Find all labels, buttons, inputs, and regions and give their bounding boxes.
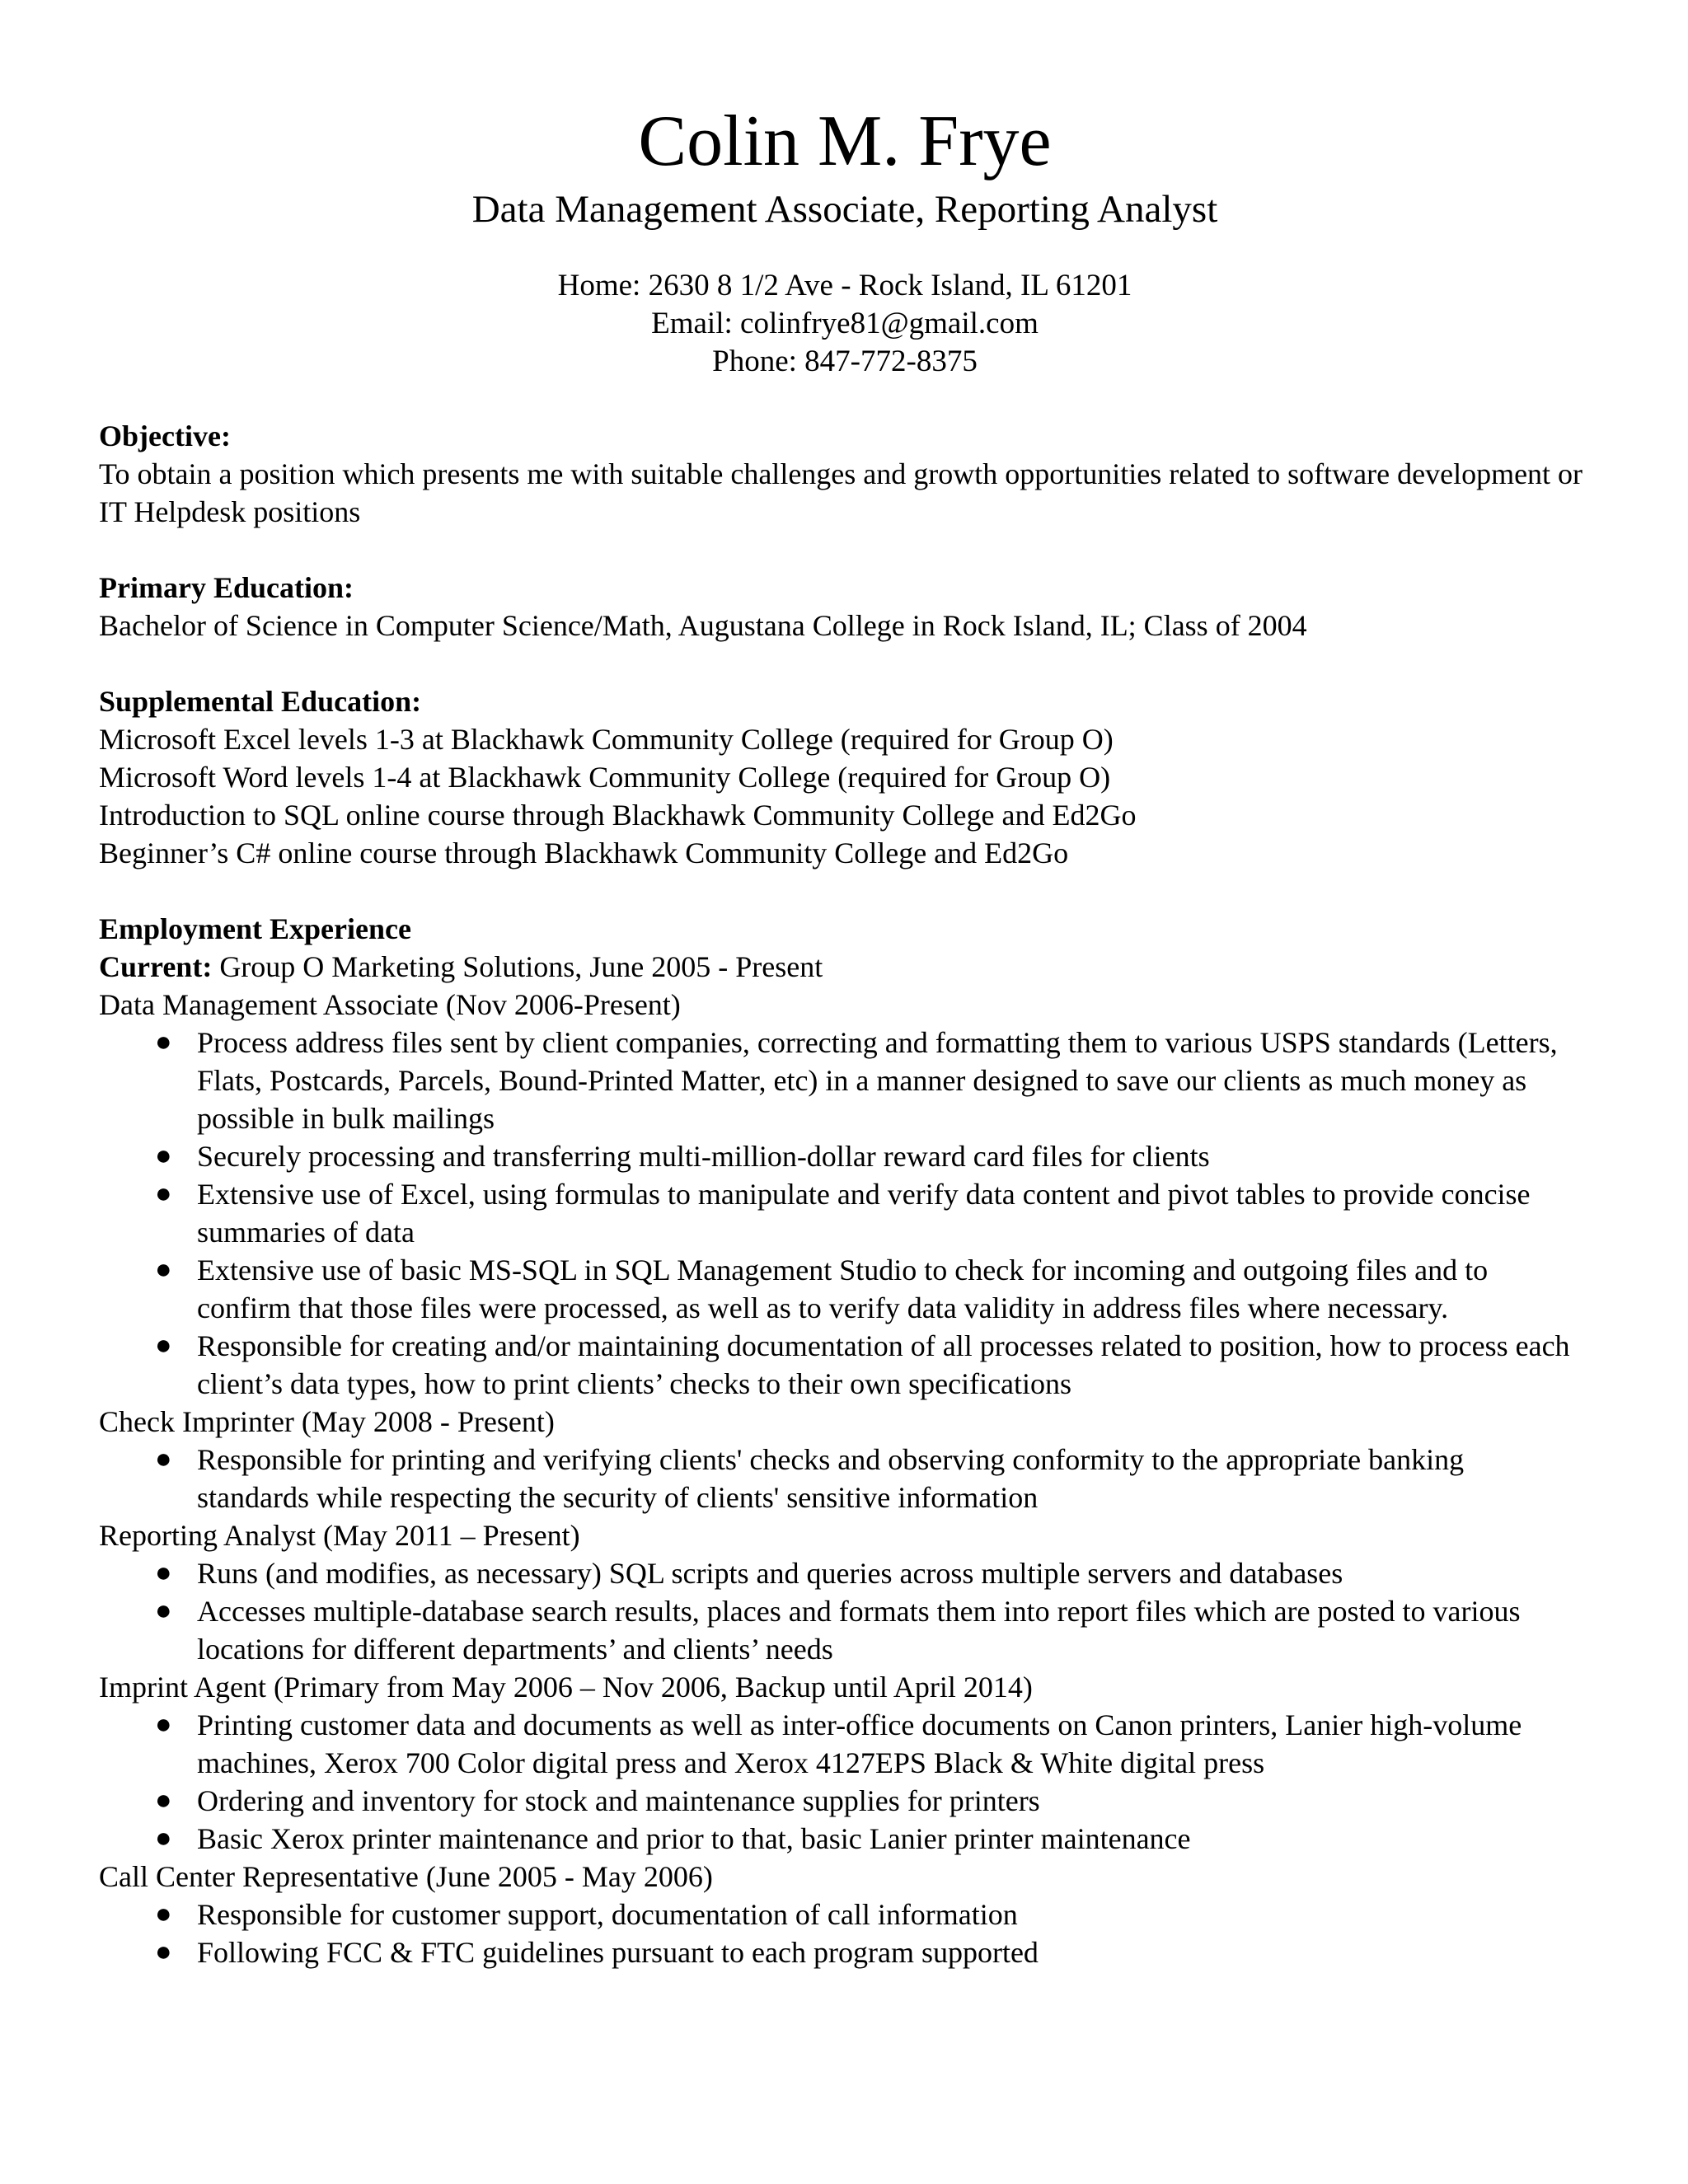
bullet-icon: ●: [155, 1596, 172, 1626]
primary-education-section: [99, 569, 1591, 644]
supplemental-education-item: Introduction to SQL online course through Blackhawk Community College and Ed2Go: [99, 799, 1137, 832]
duty-text: Securely processing and transferring multi-million-dollar reward card files for clients: [197, 1140, 1210, 1173]
role-duties: [99, 1024, 1591, 1403]
duty-text: Responsible for creating and/or maintaining documentation of all processes related to position, how to process each client’s data types, how to print clients’ checks to their own specifications: [197, 1329, 1570, 1400]
objective-text: To obtain a position which presents me with suitable challenges and growth opportunities related to software development or IT Helpdesk positions: [99, 457, 1583, 528]
bullet-icon: ●: [155, 1027, 172, 1057]
bullet-icon: ●: [155, 1785, 172, 1816]
duty-text: Runs (and modifies, as necessary) SQL scripts and queries across multiple servers and databases: [197, 1557, 1343, 1590]
duty-item: [99, 1441, 1591, 1516]
duty-item: [99, 1554, 1591, 1592]
bullet-icon: ●: [155, 1141, 172, 1171]
duty-item: [99, 1137, 1591, 1175]
bullet-icon: ●: [155, 1254, 172, 1285]
duty-text: Responsible for customer support, documentation of call information: [197, 1898, 1018, 1931]
duty-item: [99, 1706, 1591, 1782]
role-duties: [99, 1554, 1591, 1668]
bullet-icon: ●: [155, 1823, 172, 1854]
role-duties: [99, 1706, 1591, 1858]
duty-text: Process address files sent by client companies, correcting and formatting them to various USPS standards (Letters, Flats, Postcards, Parcels, Bound-Printed Matter, etc) in a manner designed to save our clients as much money as possible in bulk mailings: [197, 1026, 1558, 1135]
home-address: Home: 2630 8 1/2 Ave - Rock Island, IL 61201: [557, 269, 1132, 302]
duty-item: [99, 1024, 1591, 1137]
duty-text: Accesses multiple-database search results, places and formats them into report files which are posted to various locations for different departments’ and clients’ needs: [197, 1595, 1521, 1666]
bullet-icon: ●: [155, 1330, 172, 1361]
current-employer-text: Group O Marketing Solutions, June 2005 - Present: [212, 950, 823, 983]
role-title: Data Management Associate (Nov 2006-Present): [99, 988, 681, 1021]
bullet-icon: ●: [155, 1179, 172, 1209]
bullet-icon: ●: [155, 1558, 172, 1588]
current-employer: [99, 948, 1591, 986]
candidate-title: Data Management Associate, Reporting Analyst: [471, 188, 1218, 231]
duty-text: Responsible for printing and verifying clients' checks and observing conformity to the appropriate banking standards while respecting the security of clients' sensitive information: [197, 1443, 1465, 1514]
primary-education-text: Bachelor of Science in Computer Science/Math, Augustana College in Rock Island, IL; Class of 2004: [99, 609, 1307, 642]
resume-header: [99, 101, 1591, 381]
role-duties: [99, 1441, 1591, 1516]
candidate-name: Colin M. Frye: [638, 101, 1052, 181]
role-title: Call Center Representative (June 2005 - May 2006): [99, 1860, 713, 1893]
current-label: Current:: [99, 950, 213, 983]
duty-item: [99, 1175, 1591, 1251]
duty-item: [99, 1933, 1591, 1971]
bullet-icon: ●: [155, 1444, 172, 1474]
objective-heading: Objective:: [99, 419, 231, 452]
role-title: Imprint Agent (Primary from May 2006 – Nov 2006, Backup until April 2014): [99, 1671, 1033, 1704]
duty-item: [99, 1251, 1591, 1327]
objective-section: [99, 417, 1591, 531]
supplemental-education-item: Microsoft Excel levels 1-3 at Blackhawk Community College (required for Group O): [99, 723, 1114, 756]
duty-text: Basic Xerox printer maintenance and prior to that, basic Lanier printer maintenance: [197, 1822, 1191, 1855]
role-duties: [99, 1896, 1591, 1971]
bullet-icon: ●: [155, 1937, 172, 1967]
duty-item: [99, 1592, 1591, 1668]
bullet-icon: ●: [155, 1709, 172, 1740]
supplemental-education-heading: Supplemental Education:: [99, 685, 422, 718]
duty-text: Extensive use of Excel, using formulas to manipulate and verify data content and pivot tables to provide concise summaries of data: [197, 1178, 1531, 1249]
duty-text: Extensive use of basic MS-SQL in SQL Management Studio to check for incoming and outgoing files and to confirm that those files were processed, as well as to verify data validity in address files where necessary.: [197, 1254, 1489, 1324]
supplemental-education-section: [99, 682, 1591, 872]
duty-item: [99, 1820, 1591, 1858]
primary-education-heading: Primary Education:: [99, 571, 354, 604]
duty-text: Ordering and inventory for stock and maintenance supplies for printers: [197, 1784, 1040, 1817]
email-address: Email: colinfrye81@gmail.com: [651, 307, 1039, 340]
bullet-icon: ●: [155, 1899, 172, 1929]
role-title: Check Imprinter (May 2008 - Present): [99, 1405, 555, 1438]
duty-item: [99, 1782, 1591, 1820]
supplemental-education-item: Microsoft Word levels 1-4 at Blackhawk Community College (required for Group O): [99, 761, 1111, 794]
employment-section: [99, 910, 1591, 1971]
duty-item: [99, 1327, 1591, 1403]
resume-page: [99, 0, 1591, 1971]
employment-heading: Employment Experience: [99, 912, 411, 945]
duty-item: [99, 1896, 1591, 1933]
supplemental-education-item: Beginner’s C# online course through Blackhawk Community College and Ed2Go: [99, 837, 1069, 869]
duty-text: Printing customer data and documents as well as inter-office documents on Canon printers, Lanier high-volume machines, Xerox 700 Color digital press and Xerox 4127EPS Black & White digital press: [197, 1708, 1522, 1779]
phone-number: Phone: 847-772-8375: [712, 344, 978, 378]
role-title: Reporting Analyst (May 2011 – Present): [99, 1519, 580, 1552]
duty-text: Following FCC & FTC guidelines pursuant to each program supported: [197, 1936, 1039, 1969]
